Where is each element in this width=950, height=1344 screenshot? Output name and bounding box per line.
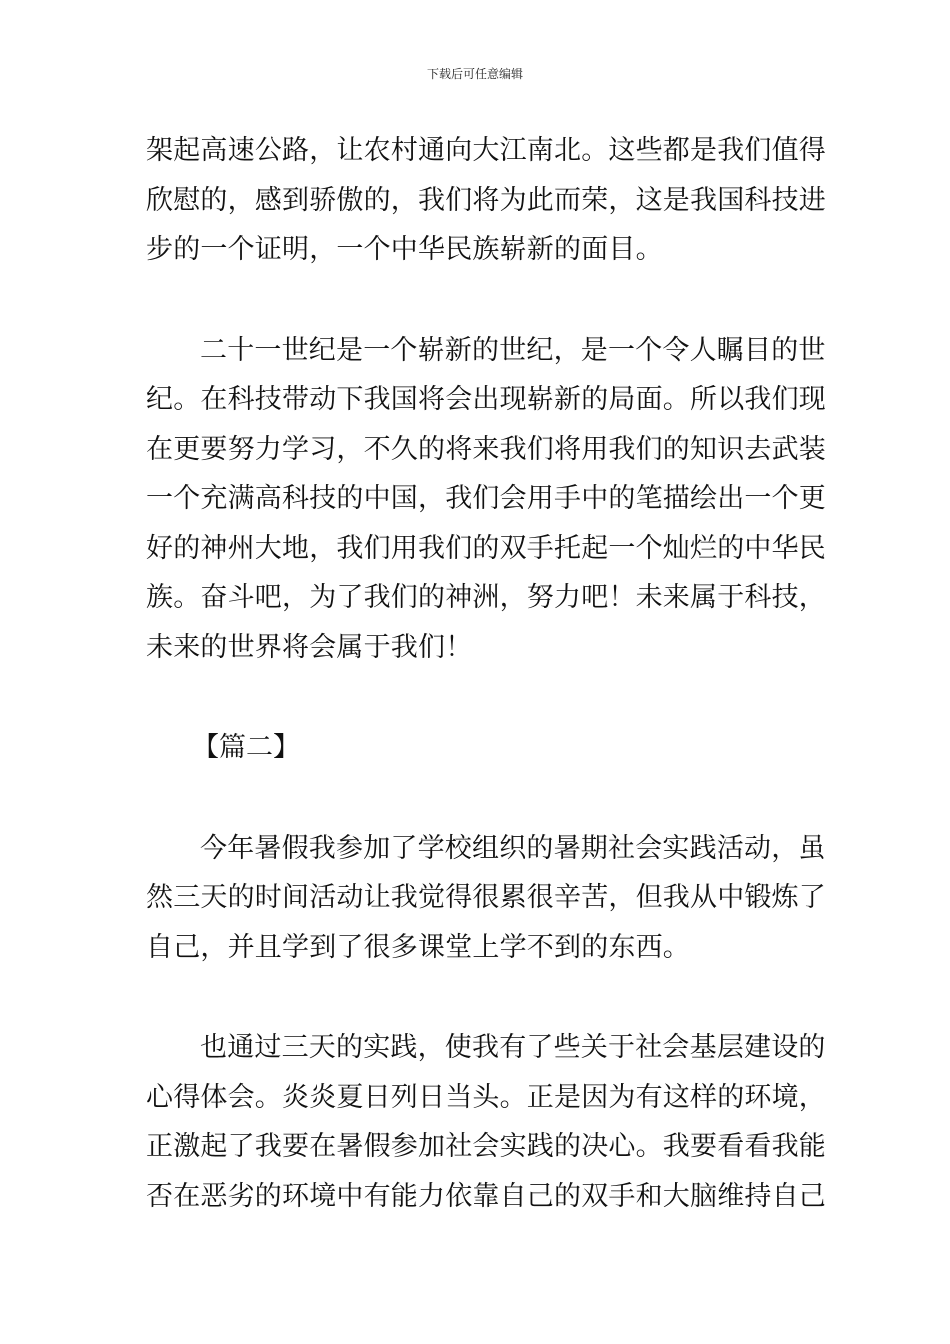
paragraph-gap [146, 672, 806, 723]
page-header-note: 下载后可任意编辑 [426, 67, 523, 81]
paragraph-3 [146, 824, 826, 973]
text-line: 正激起了我要在暑假参加社会实践的决心。我要看看我能 [146, 1131, 826, 1162]
text-line: 二十一世纪是一个崭新的世纪，是一个令人瞩目的世 [200, 334, 826, 366]
text-line: 否在恶劣的环境中有能力依靠自己的双手和大脑维持自己 [146, 1180, 826, 1212]
text-line: 族。奋斗吧，为了我们的神洲，努力吧！未来属于科技， [146, 582, 826, 613]
text-line: 也通过三天的实践，使我有了些关于社会基层建设的 [200, 1032, 826, 1063]
document-body [146, 126, 826, 1221]
text-line: 架起高速公路，让农村通向大江南北。这些都是我们值得 [146, 135, 826, 166]
paragraph-1 [146, 126, 826, 275]
text-line: 自己，并且学到了很多课堂上学不到的东西。 [146, 931, 690, 963]
paragraph-gap [146, 275, 806, 326]
section-heading: 【篇二】 [192, 732, 300, 763]
text-line: 一个充满高科技的中国，我们会用手中的笔描绘出一个更 [146, 483, 826, 514]
text-line: 在更要努力学习，不久的将来我们将用我们的知识去武装 [146, 433, 826, 465]
paragraph-4 [146, 1023, 826, 1221]
text-line: 心得体会。炎炎夏日列日当头。正是因为有这样的环境， [146, 1081, 826, 1113]
paragraph-gap [146, 972, 806, 1023]
text-line: 好的神州大地，我们用我们的双手托起一个灿烂的中华民 [146, 532, 826, 564]
text-line: 未来的世界将会属于我们！ [146, 631, 473, 663]
text-line: 然三天的时间活动让我觉得很累很辛苦，但我从中锻炼了 [146, 882, 826, 913]
paragraph-2 [146, 326, 826, 673]
text-line: 纪。在科技带动下我国将会出现崭新的局面。所以我们现 [146, 384, 826, 415]
paragraph-gap [146, 773, 806, 824]
text-line: 步的一个证明，一个中华民族崭新的面目。 [146, 234, 663, 265]
text-line: 欣慰的，感到骄傲的，我们将为此而荣，这是我国科技进 [146, 184, 826, 216]
text-line: 今年暑假我参加了学校组织的暑期社会实践活动，虽 [200, 832, 826, 864]
